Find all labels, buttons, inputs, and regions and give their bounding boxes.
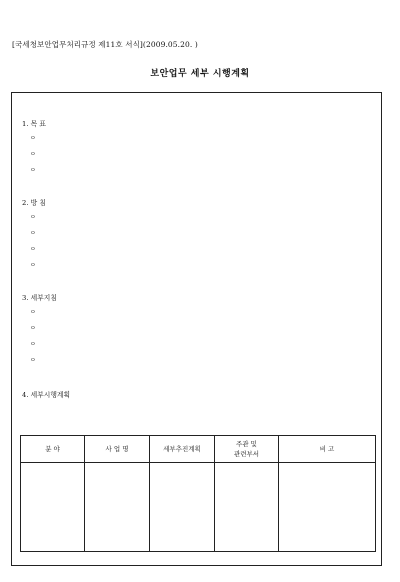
- column-header-detail-plan: 세부추진계획: [150, 436, 215, 463]
- section-guidelines-bullet: ㅇ: [30, 309, 36, 316]
- section-plan-title: 4. 세부시행계획: [22, 391, 71, 399]
- table-cell-detail-plan[interactable]: [150, 463, 215, 552]
- column-header-department-line2: 관련부서: [233, 450, 260, 458]
- plan-table: [20, 435, 376, 552]
- column-header-project: 사 업 명: [85, 436, 150, 463]
- column-header-field: 분 야: [21, 436, 85, 463]
- section-goal-bullet: ㅇ: [30, 167, 36, 174]
- section-guidelines-title: 3. 세부지침: [22, 294, 57, 302]
- section-goal-bullet: ㅇ: [30, 135, 36, 142]
- table-row: [21, 463, 376, 552]
- section-policy-title: 2. 방 침: [22, 199, 46, 207]
- plan-table-header-row: [21, 436, 376, 463]
- section-goal-title: 1. 목 표: [22, 120, 46, 128]
- section-policy-bullet: ㅇ: [30, 246, 36, 253]
- section-goal-bullet: ㅇ: [30, 151, 36, 158]
- header-reference: [국세청보안업무처리규정 제11호 서식](2009.05.20. ): [12, 40, 198, 49]
- section-guidelines-bullet: ㅇ: [30, 325, 36, 332]
- table-cell-remarks[interactable]: [279, 463, 376, 552]
- section-policy-bullet: ㅇ: [30, 230, 36, 237]
- document-title: 보안업무 세부 시행계획: [150, 69, 250, 79]
- column-header-department-line1: 주관 및: [236, 440, 257, 448]
- table-cell-department[interactable]: [215, 463, 279, 552]
- section-guidelines-bullet: ㅇ: [30, 357, 36, 364]
- table-cell-field[interactable]: [21, 463, 85, 552]
- section-guidelines-bullet: ㅇ: [30, 341, 36, 348]
- column-header-department: [215, 436, 279, 463]
- section-policy-bullet: ㅇ: [30, 262, 36, 269]
- column-header-remarks: 비 고: [279, 436, 376, 463]
- table-cell-project[interactable]: [85, 463, 150, 552]
- section-policy-bullet: ㅇ: [30, 214, 36, 221]
